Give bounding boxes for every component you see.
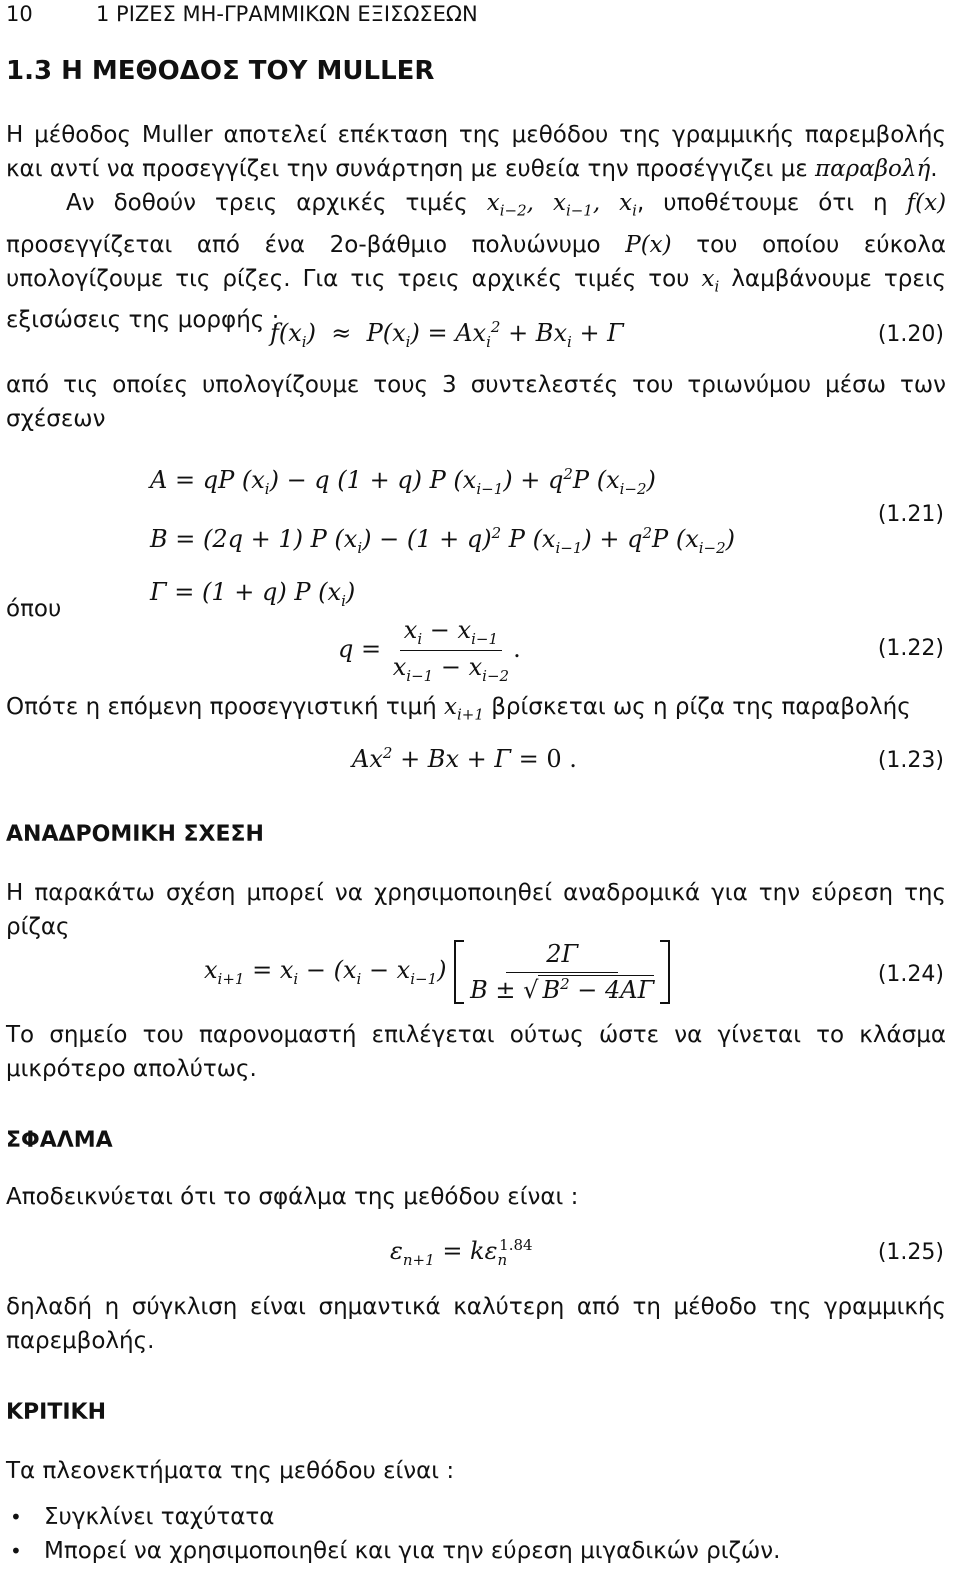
px-symbol: P(x) bbox=[625, 231, 672, 258]
equation-1-21 bbox=[150, 452, 735, 622]
after-1-22-a: Οπότε η επόμενη προσεγγιστική τιμή bbox=[6, 694, 437, 720]
eq-1-24-fraction: $\frac{2\Gamma}{B \pm √ B^2 - 4A\Gamma}$ bbox=[470, 940, 655, 1004]
heading-recursive: ΑΝΑΔΡΟΜΙΚΗ ΣΧΕΣΗ bbox=[6, 822, 264, 847]
heading-critique: ΚΡΙΤΙΚΗ bbox=[6, 1400, 107, 1425]
intro-text-1: Η μέθοδος Muller αποτελεί επέκταση της μεθόδου της γραμμικής παρεμβολής και αντί να προσεγγίζει την συνάρτηση με ευθεία την προσέγγιζει με bbox=[6, 122, 946, 182]
intro-text-6: λαμβάνουμε τρεις εξισώσεις της μορφής : bbox=[6, 265, 947, 334]
eq-1-21-line-a: A = qP $(x_i) - q$ (1 + q) P $(x_{i-1}) + q^2P$ $(x_{i-2})$ bbox=[150, 465, 656, 498]
intro-paragraph: Η μέθοδος Muller αποτελεί επέκταση της μεθόδου της γραμμικής παρεμβολής και αντί να προσεγγίζει την συνάρτηση με ευθεία την προσέγγιζει με παραβολή. Αν δοθούν τρεις αρχικές τιμές $x_{i-2}$, $x_{i-1}$, $x_i$, υποθέτουμε ότι η f(x) προσεγγίζεται από ένα 2ο-βάθμιο πολυώνυμο P(x) του οποίου εύκολα υπολογίζουμε τις ρίζες. Για τις τρεις αρχικές τιμές του $x_i$ λαμβάνουμε τρεις εξισώσεις της μορφής : bbox=[6, 122, 947, 334]
section-title: 1.3 Η ΜΕΘΟΔΟΣ ΤΟΥ MULLER bbox=[6, 56, 435, 86]
after-1-22-b: βρίσκεται ως η ρίζα της παραβολής bbox=[491, 694, 911, 720]
eq-1-22-lhs: q = bbox=[338, 634, 382, 663]
text-after-1-20: από τις οποίες υπολογίζουμε τους 3 συντελεστές του τριωνύμου μέσω των σχέσεων bbox=[6, 372, 946, 432]
error-text: Αποδεικνύεται ότι το σφάλμα της μεθόδου είναι : bbox=[6, 1184, 579, 1210]
running-header bbox=[6, 2, 478, 26]
eq-1-21-line-c: Γ = (1 + q) P $(x_i)$ bbox=[150, 577, 356, 610]
equation-1-23: Ax$^2$ + Bx + Γ = 0 . bbox=[352, 744, 577, 773]
eq-number-1-22: (1.22) bbox=[877, 636, 944, 661]
eq-number-1-21: (1.21) bbox=[877, 502, 944, 527]
error-after: δηλαδή η σύγκλιση είναι σημαντικά καλύτερη από τη μέθοδο της γραμμικής παρεμβολής. bbox=[6, 1294, 946, 1354]
equation-1-25: $\varepsilon_{n+1} = k\varepsilon_n^{1.84}$ bbox=[390, 1236, 533, 1269]
eq-1-22-period: . bbox=[513, 634, 521, 663]
advantages-list bbox=[6, 1500, 946, 1568]
fx-symbol: f(x) bbox=[906, 190, 947, 216]
list-item: • Συγκλίνει ταχύτατα bbox=[6, 1500, 946, 1534]
intro-text-2: Αν δοθούν τρεις αρχικές τιμές bbox=[66, 190, 468, 216]
intro-text-3: , υποθέτουμε ότι η bbox=[636, 190, 888, 216]
eq-number-1-24: (1.24) bbox=[877, 962, 944, 987]
eq-number-1-25: (1.25) bbox=[877, 1240, 944, 1265]
eq-number-1-20: (1.20) bbox=[877, 322, 944, 347]
equation-1-24: $x_{i+1} = x_i - (x_i - x_{i-1})$ $\frac{2\Gamma}{B \pm √ B^2 - 4A\Gamma}$ bbox=[204, 940, 670, 1004]
emph-parabola: παραβολή bbox=[815, 156, 931, 182]
equation-1-20: $f(x_i) \approx P(x_i) = Ax_i^2 + Bx_i + \Gamma$ bbox=[270, 318, 624, 351]
eq-1-22-fraction: $\frac{x_i - x_{i-1}}{x_{i-1} - x_{i-2}}$ bbox=[392, 616, 510, 685]
list-item: • Μπορεί να χρησιμοποιηθεί και για την εύρεση μιγαδικών ριζών. bbox=[6, 1534, 946, 1568]
initial-values: $x_{i-2}$, $x_{i-1}$, $x_i$ bbox=[486, 190, 637, 220]
recursive-text: Η παρακάτω σχέση μπορεί να χρησιμοποιηθεί αναδρομικά για την εύρεση της ρίζας bbox=[6, 880, 946, 940]
chapter-title: 1 ΡΙΖΕΣ ΜΗ-ΓΡΑΜΜΙΚΩΝ ΕΞΙΣΩΣΕΩΝ bbox=[96, 2, 478, 26]
intro-text-5: του οποίου εύκολα υπολογίζουμε τις ρίζες. Για τις τρεις αρχικές τιμές του bbox=[6, 231, 947, 292]
equation-1-22 bbox=[338, 616, 521, 685]
intro-text-4: προσεγγίζεται από ένα 2ο-βάθμιο πολυώνυμο bbox=[6, 231, 601, 258]
eq-1-21-line-b: B = (2q + 1) P $(x_i) - (1 + q)^2$ P $(x_{i-1}) + q^2P$ $(x_{i-2})$ bbox=[150, 523, 736, 557]
xi-symbol: $x_i$ bbox=[701, 265, 720, 296]
text-after-1-22 bbox=[6, 690, 946, 732]
page-number: 10 bbox=[6, 2, 33, 26]
eq-1-24-bracket bbox=[454, 940, 670, 1004]
heading-error: ΣΦΑΛΜΑ bbox=[6, 1128, 113, 1153]
x-next-symbol: $x_{i+1}$ bbox=[444, 694, 484, 724]
recursive-after: Το σημείο του παρονομαστή επιλέγεται ούτως ώστε να γίνεται το κλάσμα μικρότερο απολύτως. bbox=[6, 1022, 946, 1082]
critique-text: Τα πλεονεκτήματα της μεθόδου είναι : bbox=[6, 1458, 455, 1484]
where-label: όπου bbox=[6, 596, 62, 622]
eq-number-1-23: (1.23) bbox=[877, 748, 944, 773]
